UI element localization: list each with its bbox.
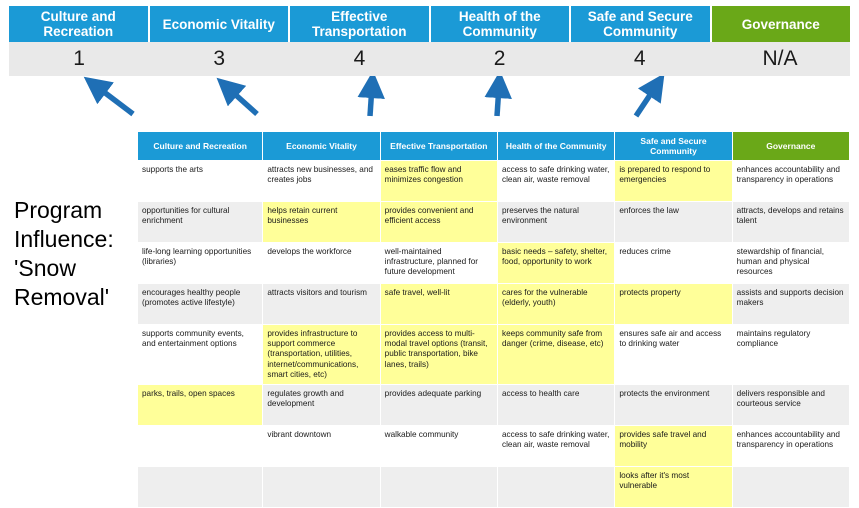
matrix-cell: encourages healthy people (promotes active lifestyle)	[138, 284, 263, 325]
matrix-cell	[138, 426, 263, 467]
score-arrow-3	[370, 86, 372, 116]
matrix-cell: walkable community	[380, 426, 497, 467]
matrix-cell: cares for the vulnerable (elderly, youth)	[498, 284, 615, 325]
score-governance: N/A	[762, 47, 798, 70]
matrix-cell: maintains regulatory compliance	[732, 325, 849, 385]
header-cell-effective-transportation	[290, 6, 431, 42]
matrix-cell: attracts visitors and tourism	[263, 284, 380, 325]
score-arrow-5	[636, 86, 656, 116]
matrix-header-row	[138, 132, 850, 161]
header-label: Governance	[741, 16, 820, 32]
matrix-cell: protects property	[615, 284, 732, 325]
matrix-cell: opportunities for cultural enrichment	[138, 202, 263, 243]
header-cell-health-of-the-community	[431, 6, 572, 42]
matrix-cell: access to safe drinking water, clean air, waste removal	[498, 161, 615, 202]
matrix-cell: keeps community safe from danger (crime, disease, etc)	[498, 325, 615, 385]
matrix-cell: supports the arts	[138, 161, 263, 202]
matrix-cell: provides safe travel and mobility	[615, 426, 732, 467]
matrix-cell: provides access to multi-modal travel options (transit, public transportation, bike lanes, trails)	[380, 325, 497, 385]
score-band	[9, 42, 850, 76]
score-culture-and-recreation: 1	[73, 47, 85, 70]
matrix-cell	[498, 467, 615, 508]
matrix-cell: stewardship of financial, human and physical resources	[732, 243, 849, 284]
matrix-row	[138, 325, 850, 385]
header-label: Economic Vitality	[162, 16, 275, 32]
score-arrow-1	[96, 86, 133, 114]
matrix-header-culture-and-recreation: Culture and Recreation	[138, 132, 263, 161]
matrix-cell: access to health care	[498, 385, 615, 426]
arrow-layer	[0, 76, 859, 132]
matrix-cell: life-long learning opportunities (libraries)	[138, 243, 263, 284]
matrix-cell	[380, 467, 497, 508]
matrix-cell: protects the environment	[615, 385, 732, 426]
score-economic-vitality: 3	[213, 47, 226, 70]
matrix-cell: regulates growth and development	[263, 385, 380, 426]
matrix-header-health-of-the-community: Health of the Community	[498, 132, 615, 161]
header-cell-culture-and-recreation	[9, 6, 150, 42]
matrix-row	[138, 202, 850, 243]
matrix-body	[138, 161, 850, 508]
matrix-cell	[732, 467, 849, 508]
matrix-cell: enforces the law	[615, 202, 732, 243]
matrix-cell: provides infrastructure to support commerce (transportation, utilities, internet/communications, smart cities, etc)	[263, 325, 380, 385]
matrix-cell	[138, 467, 263, 508]
matrix-row	[138, 243, 850, 284]
matrix-cell: attracts new businesses, and creates jobs	[263, 161, 380, 202]
matrix-cell: supports community events, and entertainment options	[138, 325, 263, 385]
score-arrow-2	[228, 88, 257, 114]
header-label: Culture and Recreation	[40, 9, 116, 39]
matrix-cell: attracts, develops and retains talent	[732, 202, 849, 243]
header-cell-safe-and-secure-community	[571, 6, 712, 42]
matrix-cell: basic needs – safety, shelter, food, opportunity to work	[498, 243, 615, 284]
matrix-cell: preserves the natural environment	[498, 202, 615, 243]
matrix-row	[138, 426, 850, 467]
header-label: Health of the Community	[458, 9, 541, 39]
program-influence-caption: Program Influence: 'Snow Removal'	[14, 197, 114, 310]
matrix-row	[138, 161, 850, 202]
strategic-outcome-header-band	[9, 6, 850, 42]
matrix-cell: vibrant downtown	[263, 426, 380, 467]
matrix-cell	[263, 467, 380, 508]
matrix-row	[138, 284, 850, 325]
matrix-table	[137, 131, 850, 508]
score-effective-transportation: 4	[353, 47, 366, 70]
score-health-of-the-community: 2	[493, 47, 506, 70]
header-label: Effective Transportation	[311, 9, 407, 39]
matrix-cell: looks after it's most vulnerable	[615, 467, 732, 508]
matrix-cell: provides adequate parking	[380, 385, 497, 426]
matrix-row	[138, 385, 850, 426]
matrix-cell: eases traffic flow and minimizes congestion	[380, 161, 497, 202]
matrix-cell: safe travel, well-lit	[380, 284, 497, 325]
outcome-statement-matrix	[137, 131, 850, 508]
header-cell-governance	[712, 6, 851, 42]
matrix-cell: is prepared to respond to emergencies	[615, 161, 732, 202]
matrix-header-safe-and-secure-community: Safe and Secure Community	[615, 132, 732, 161]
score-arrow-4	[497, 86, 499, 116]
matrix-cell: helps retain current businesses	[263, 202, 380, 243]
header-label: Safe and Secure Community	[587, 9, 693, 39]
matrix-cell: enhances accountability and transparency in operations	[732, 161, 849, 202]
matrix-cell: access to safe drinking water, clean air, waste removal	[498, 426, 615, 467]
matrix-cell: enhances accountability and transparency in operations	[732, 426, 849, 467]
score-safe-and-secure-community: 4	[633, 47, 646, 70]
matrix-cell: develops the workforce	[263, 243, 380, 284]
matrix-header-economic-vitality: Economic Vitality	[263, 132, 380, 161]
matrix-header-effective-transportation: Effective Transportation	[380, 132, 497, 161]
header-cell-economic-vitality	[150, 6, 291, 42]
matrix-cell: assists and supports decision makers	[732, 284, 849, 325]
matrix-cell: delivers responsible and courteous service	[732, 385, 849, 426]
matrix-cell: reduces crime	[615, 243, 732, 284]
matrix-cell: well-maintained infrastructure, planned for future development	[380, 243, 497, 284]
matrix-cell: ensures safe air and access to drinking water	[615, 325, 732, 385]
matrix-header-governance: Governance	[732, 132, 849, 161]
matrix-row	[138, 467, 850, 508]
matrix-cell: provides convenient and efficient access	[380, 202, 497, 243]
matrix-cell: parks, trails, open spaces	[138, 385, 263, 426]
